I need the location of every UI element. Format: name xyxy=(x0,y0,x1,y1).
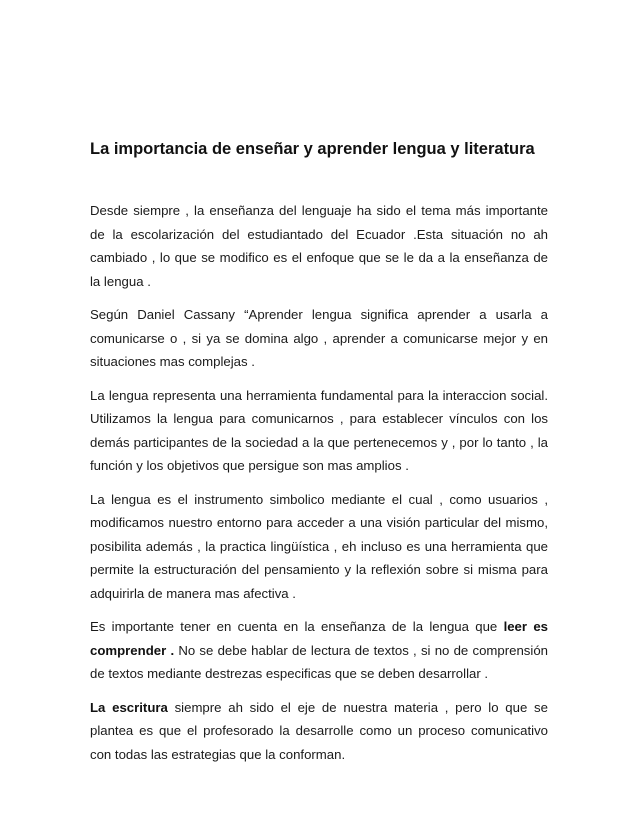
paragraph-cassany-quote: Según Daniel Cassany “Aprender lengua significa aprender a usarla a comunicarse o , si ya se domina algo , aprender a comunicarse mejor y en situaciones mas complejas . xyxy=(90,307,548,369)
paragraph-reading xyxy=(90,615,548,686)
paragraph-symbolic-instrument: La lengua es el instrumento simbolico mediante el cual , como usuarios , modificamos nuestro entorno para acceder a una visión particular del mismo, posibilita además , la practica lingüística , eh incluso es una herramienta que permite la estructuración del pensamiento y la reflexión sobre si misma para adquirirla de manera mas afectiva . xyxy=(90,491,548,601)
reading-text-before: Es importante tener en cuenta en la enseñanza de la lengua que xyxy=(90,619,504,634)
reading-text-after: No se debe hablar de lectura de textos , si no de comprensión de textos mediante destrezas especificas que se deben desarrollar . xyxy=(90,642,548,681)
writing-emphasis: La escritura xyxy=(90,699,168,715)
writing-text-after: siempre ah sido el eje de nuestra materia , pero lo que se plantea es que el profesorado la desarrolle como un proceso comunicativo con todas las estrategias que la conforman. xyxy=(90,699,548,762)
paragraph-intro: Desde siempre , la enseñanza del lenguaje ha sido el tema más importante de la escolarización del estudiantado del Ecuador .Esta situación no ah cambiado , lo que se modifico es el enfoque que se le da a la enseñanza de la lengua . xyxy=(90,203,548,289)
paragraph-social-interaction: La lengua representa una herramienta fundamental para la interaccion social. Utilizamos la lengua para comunicarnos , para establecer vínculos con los demás participantes de la sociedad a la que pertenecemos y , por lo tanto , la función y los objetivos que persigue son mas amplios . xyxy=(90,387,548,473)
document-title: La importancia de enseñar y aprender lengua y literatura xyxy=(90,140,535,158)
paragraph-writing xyxy=(90,696,548,767)
document-body xyxy=(90,199,548,776)
reading-emphasis: leer es comprender . xyxy=(90,619,548,658)
